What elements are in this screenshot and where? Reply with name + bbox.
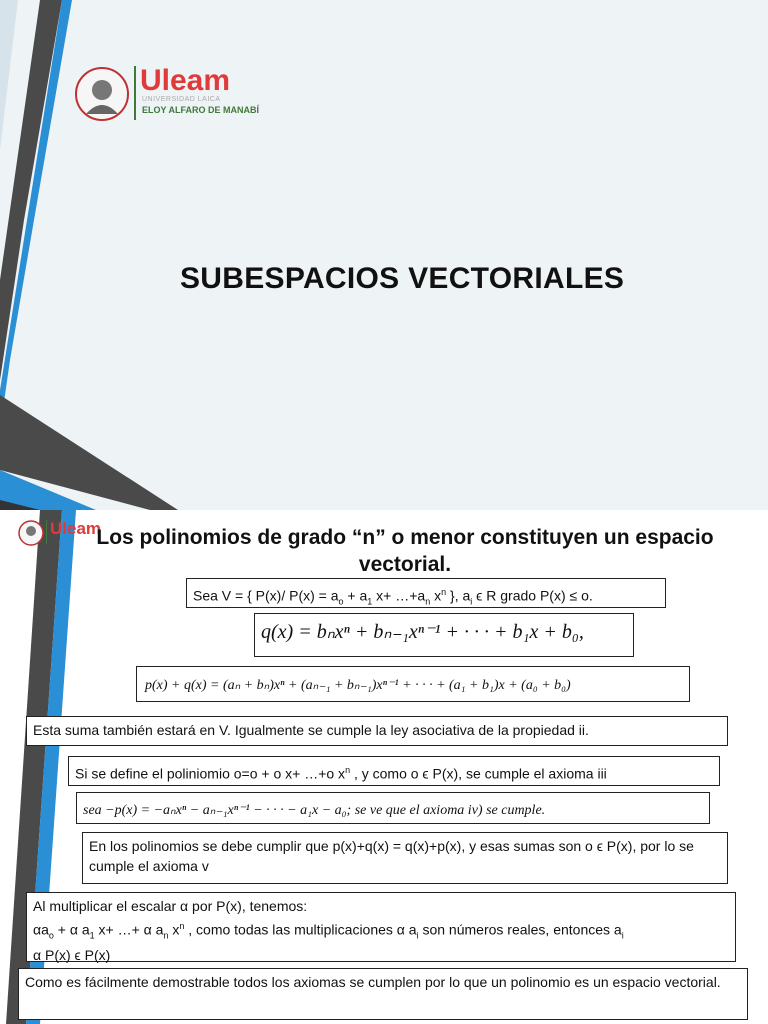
q-formula: q(x) = bₙxⁿ + bₙ₋₁xⁿ⁻¹ + · · · + b₁x + b₀,: [261, 621, 584, 643]
definition-text: x: [430, 587, 442, 604]
sum-formula-box: [136, 666, 690, 702]
definition-text: }, a: [446, 587, 471, 604]
definition-text: Sea V = { P(x)/ P(x) = a: [193, 587, 339, 604]
commutative-text: En los polinomios se debe cumplir que p(x)+q(x) = q(x)+p(x), y esas sumas son o ϵ P(x), por lo se cumple el axioma v: [89, 838, 694, 874]
definition-text: x+ …+a: [372, 587, 426, 604]
scalar-text: αa: [33, 921, 49, 938]
slide-title: SUBESPACIOS VECTORIALES: [180, 262, 625, 295]
slide-title: Los polinomios de grado “n” o menor constituyen un espacio vectorial.: [96, 526, 714, 576]
sum-text: Esta suma también estará en V. Igualmente se cumple la ley asociativa de la propiedad ii.: [33, 722, 589, 738]
definition-text: ϵ R grado P(x) ≤ o.: [472, 587, 593, 604]
subscript: 1: [89, 930, 95, 941]
founder-seal-icon: [74, 66, 130, 122]
sum-text-box: [26, 716, 728, 746]
superscript: n: [179, 921, 185, 931]
logo-brand: Uleam: [140, 64, 231, 97]
scalar-text: x+ …+ α a: [94, 921, 164, 938]
scalar-text: + α a: [53, 921, 90, 938]
commutative-box: [82, 832, 728, 884]
subscript: o: [338, 596, 344, 607]
scalar-line1: Al multiplicar el escalar α por P(x), tenemos:: [33, 898, 308, 914]
subscript: i: [470, 596, 473, 607]
subscript: n: [163, 930, 169, 941]
slide-1: [0, 0, 768, 510]
scalar-line3: α P(x) ϵ P(x): [33, 947, 111, 964]
subscript: o: [48, 930, 54, 941]
founder-seal-icon: [18, 520, 44, 546]
q-formula-box: [254, 613, 634, 657]
scalar-text: son números reales, entonces a: [418, 921, 622, 938]
subscript: i: [621, 930, 624, 941]
superscript: n: [345, 765, 351, 775]
neg-formula: sea −p(x) = −aₙxⁿ − aₙ₋₁xⁿ⁻¹ − · · · − a₁x − a₀; se ve que el axioma iv) se cumple.: [83, 803, 546, 818]
scalar-line2: [33, 916, 729, 945]
sum-formula: p(x) + q(x) = (aₙ + bₙ)xⁿ + (aₙ₋₁ + bₙ₋₁)xⁿ⁻¹ + · · · + (a₁ + b₁)x + (a₀ + b₀): [145, 678, 571, 693]
slide-2: [0, 510, 768, 1024]
neg-formula-box: [76, 792, 710, 824]
superscript: n: [441, 587, 447, 597]
scalar-text: x: [168, 921, 180, 938]
subscript: n: [425, 596, 431, 607]
logo-divider: [46, 520, 47, 544]
scalar-text: , como todas las multiplicaciones α a: [184, 921, 417, 938]
logo-line2: ELOY ALFARO DE MANABÍ: [142, 105, 260, 115]
logo-divider: [134, 66, 136, 120]
zero-text: , y como o ϵ P(x), se cumple el axioma iii: [350, 765, 607, 782]
uleam-logo: [74, 64, 274, 124]
subscript: 1: [367, 596, 373, 607]
conclusion-box: [18, 968, 748, 1020]
logo-brand: Uleam: [50, 519, 102, 538]
definition-box: [186, 578, 666, 608]
conclusion-text: Como es fácilmente demostrable todos los axiomas se cumplen por lo que un polinomio es un espacio vectorial.: [25, 974, 721, 990]
scalar-box: [26, 892, 736, 962]
logo-line1: UNIVERSIDAD LAICA: [142, 96, 221, 103]
subscript: i: [416, 930, 419, 941]
definition-text: + a: [343, 587, 368, 604]
zero-text: Si se define el poliniomio o=o + o x+ …+o x: [75, 765, 346, 782]
zero-poly-box: [68, 756, 720, 786]
